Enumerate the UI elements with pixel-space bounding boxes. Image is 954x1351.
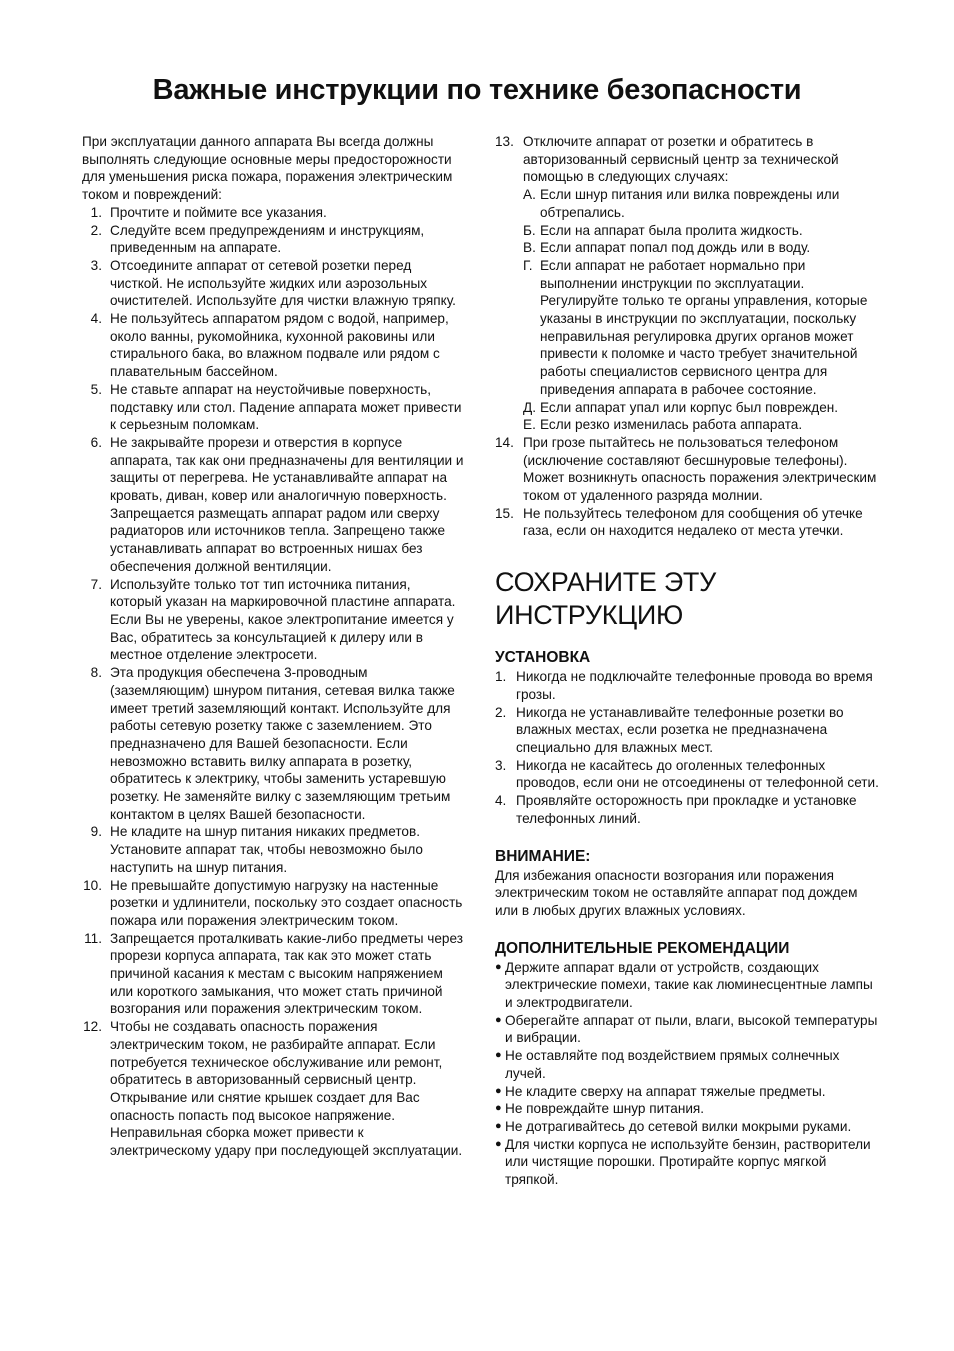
- list-item: 3. Никогда не касайтесь до оголенных телефонных проводов, если они не отсоединены от телефонной сети.: [495, 757, 879, 791]
- extra-recommendations-heading: ДОПОЛНИТЕЛЬНЫЕ РЕКОМЕНДАЦИИ: [495, 939, 790, 957]
- page-title: Важные инструкции по технике безопасности: [152, 74, 802, 106]
- sub-list-item: Д. Если аппарат упал или корпус был поврежден.: [523, 399, 839, 415]
- list-item: ● Не повреждайте шнур питания.: [495, 1101, 705, 1117]
- list-item: ● Не оставляйте под воздействием прямых солнечных лучей.: [495, 1048, 840, 1081]
- list-item: ● Держите аппарат вдали от устройств, создающих электрические помехи, такие как люминесцентные лампы и электродвигатели.: [495, 959, 873, 1011]
- extra-recommendations-list: [495, 959, 880, 1189]
- list-item: ● Оберегайте аппарат от пыли, влаги, высокой температуры и вибрации.: [495, 1012, 878, 1046]
- list-item: 2. Следуйте всем предупреждениям и инструкциям, приведенным на аппарате.: [90, 222, 425, 256]
- list-item: ● Для чистки корпуса не используйте бензин, растворители или чистящие порошки. Протирайте корпус мягкой тряпкой.: [495, 1136, 871, 1188]
- list-item: 11. Запрещается проталкивать какие-либо предметы через прорези корпуса аппарата, так как это может стать причиной касания к местам с высоким напряжением или короткого замыкания, что может стать причиной возгорания или поражения электрическим током.: [84, 930, 463, 1017]
- sub-list-item: Б. Если на аппарат была пролита жидкость.: [523, 222, 803, 238]
- list-item: 3. Отсоедините аппарат от сетевой розетки перед чисткой. Не используйте жидких или аэрозольных очистителей. Используйте для чистки влажную тряпку.: [90, 257, 456, 309]
- bullet-icon: ●: [495, 1084, 502, 1097]
- sub-list: [523, 186, 880, 434]
- list-item: 10. Не превышайте допустимую нагрузку на настенные розетки и удлинители, поскольку это создает опасность пожара или поражения электрическим током.: [83, 877, 463, 928]
- list-item: 6. Не закрывайте прорези и отверстия в корпусе аппарата, так как они предназначены для вентиляции и защиты от перегрева. Не устанавливайте аппарат на кровать, диван, ковер или аналогичную поверхность. Запрещается размещать аппарат радом или сверху радиаторов или источников тепла. Запрещено также устанавливать аппарат во встроенных нишах без обеспечения должной вентиляции.: [90, 434, 464, 574]
- sub-list-item: Г. Если аппарат не работает нормально при выполнении инструкции по эксплуатации. Регулируйте только те органы управления, которые указаны в инструкции по эксплуатации, поскольку неправильная регулировка других органов может привести к поломке и часто требует значительной работы специалистов сервисного центра для приведения аппарата в рабочее состояние.: [523, 257, 868, 397]
- safety-list-continued: [495, 133, 880, 540]
- list-item: 12. Чтобы не создавать опасность поражения электрическим током, не разбирайте аппарат. Если потребуется техническое обслуживание или ремонт, обратитесь в авторизованный сервисный центр. Открывание или снятие крышек создает для Вас опасность попасть под высокое напряжение. Неправильная сборка может привести к электрическому удару при последующей эксплуатации.: [83, 1019, 463, 1159]
- intro-paragraph: При эксплуатации данного аппарата Вы всегда должны выполнять следующие основные меры предосторожности для уменьшения риска пожара, поражения электрическим током и повреждений:: [82, 134, 453, 203]
- bullet-icon: ●: [495, 1119, 502, 1132]
- sub-list-item: Е. Если резко изменилась работа аппарата.: [523, 417, 803, 433]
- list-item: 7. Используйте только тот тип источника питания, который указан на маркировочной пластине аппарата. Если Вы не уверены, какое электропитание имеется у Вас, обратитесь за консультацией к дилеру или в местное отделение электросети.: [90, 576, 456, 663]
- list-item: 1. Прочтите и поймите все указания.: [90, 204, 327, 220]
- list-item: ● Не кладите сверху на аппарат тяжелые предметы.: [495, 1083, 826, 1099]
- bullet-icon: ●: [495, 960, 502, 973]
- attention-text: Для избежания опасности возгорания или поражения электрическим током не оставляйте аппарат под дождем или в любых других влажных условиях.: [495, 867, 858, 918]
- list-item: ● Не дотрагивайтесь до сетевой вилки мокрыми руками.: [495, 1118, 852, 1134]
- list-item: 14. При грозе пытайтесь не пользоваться телефоном (исключение составляют бесшнуровые телефоны). Может возникнуть опасность поражения электрическим током от удаленного разряда молнии.: [495, 434, 877, 504]
- list-item: 5. Не ставьте аппарат на неустойчивые поверхность, подставку или стол. Падение аппарата может привести к серьезным поломкам.: [90, 381, 462, 433]
- bullet-icon: ●: [495, 1049, 502, 1062]
- list-item: 4. Не пользуйтесь аппаратом рядом с водой, например, около ванны, рукомойника, кухонной раковины или стирального бака, во влажном подвале или рядом с плавательным бассейном.: [90, 311, 449, 380]
- list-item: 13. Отключите аппарат от розетки и обратитесь в авторизованный сервисный центр за технической помощью в следующих случаях: А. Если шнур питания или вилка повреждены или обтрепались. Б. Если на аппарат была пролита жидкость. В. Если аппарат попал под дождь или в воду. Г. Если аппарат не работает нормально при выполнении инструкции по эксплуатации. Регулируйте только те органы управления, которые указаны в инструкции по эксплуатации, поскольку неправильная регулировка других органов может привести к поломке и часто требует значительной работы специалистов сервисного центра для приведения аппарата в рабочее состояние. Д. Если аппарат упал или корпус был поврежден. Е. Если резко изменилась работа аппарата.: [495, 133, 880, 434]
- right-column: [495, 133, 880, 1189]
- list-item: 8. Эта продукция обеспечена 3-проводным (заземляющим) шнуром питания, сетевая вилка также имеет третий заземляющий контакт. Используйте для работы сетевую розетку также с заземлением. Это предназначено для Вашей безопасности. Если невозможно вставить вилку аппарата в розетку, обратитесь к электрику, чтобы заменить устаревшую розетку. Не заменяйте вилку с заземляющим третьим контактом в целях Вашей безопасности.: [90, 665, 455, 822]
- list-item: 4. Проявляйте осторожность при прокладке и установке телефонных линий.: [495, 793, 857, 826]
- list-item: 15. Не пользуйтесь телефоном для сообщения об утечке газа, если он находится недалеко от места утечки.: [495, 505, 863, 539]
- list-item: 9. Не кладите на шнур питания никаких предметов. Установите аппарат так, чтобы невозможно было наступить на шнур питания.: [90, 824, 423, 875]
- safety-list: [82, 204, 466, 1160]
- bullet-icon: ●: [495, 1137, 502, 1150]
- sub-list-item: В. Если аппарат попал под дождь или в воду.: [523, 240, 811, 256]
- install-heading: УСТАНОВКА: [495, 649, 591, 667]
- bullet-icon: ●: [495, 1013, 502, 1026]
- sub-list-item: А. Если шнур питания или вилка повреждены или обтрепались.: [523, 187, 840, 220]
- list-item: 2. Никогда не устанавливайте телефонные розетки во влажных местах, если розетка не предназначена специально для влажных мест.: [495, 704, 844, 755]
- list-item: 1. Никогда не подключайте телефонные провода во время грозы.: [495, 669, 873, 702]
- bullet-icon: ●: [495, 1102, 502, 1115]
- left-column: [82, 133, 466, 1160]
- install-list: [495, 668, 880, 827]
- attention-heading: ВНИМАНИЕ:: [495, 847, 591, 865]
- save-instructions-title: СОХРАНИТЕ ЭТУ ИНСТРУКЦИЮ: [495, 567, 716, 631]
